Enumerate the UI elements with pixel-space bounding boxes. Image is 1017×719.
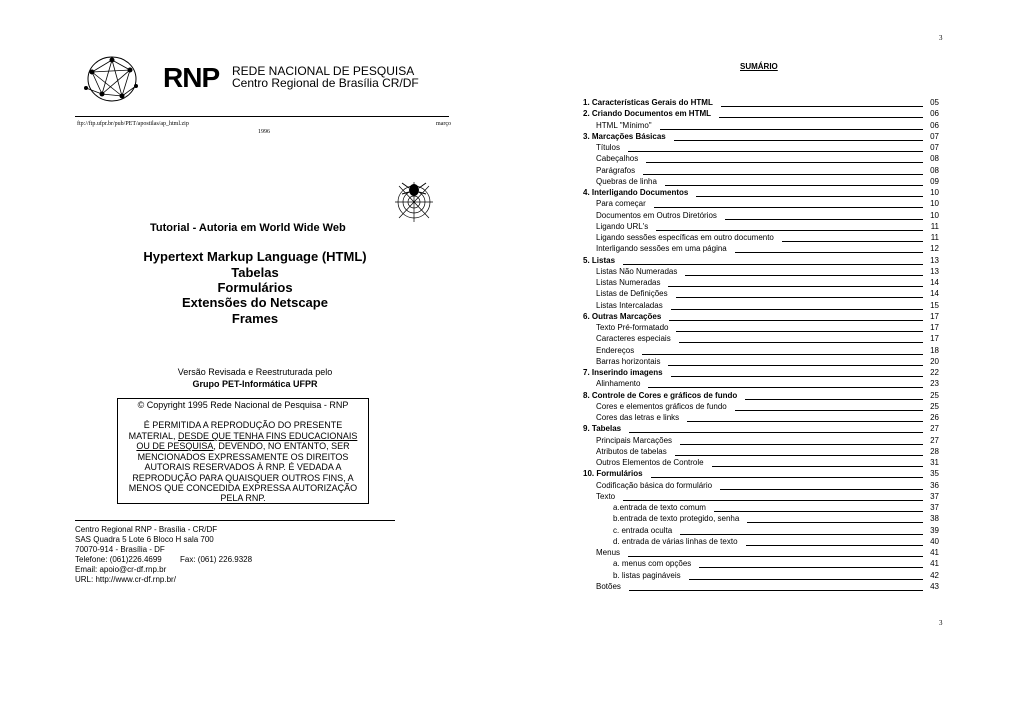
toc-entry[interactable]: [583, 221, 939, 232]
toc-entry-page: 06: [930, 120, 939, 130]
toc-entry-label: Listas Numeradas: [596, 278, 661, 287]
toc-entry-label: 4. Interligando Documentos: [583, 188, 689, 197]
toc-leader-line: [719, 117, 923, 118]
toc-leader-line: [676, 331, 923, 332]
contact-org: Centro Regional RNP - Brasília - CR/DF: [75, 525, 218, 534]
toc-entry-label: Parágrafos: [596, 165, 636, 175]
toc-entry-label: d. entrada de várias linhas de texto: [613, 536, 738, 546]
toc-entry[interactable]: [583, 525, 939, 536]
contact-cep: 70070-914 - Brasília - DF: [75, 545, 165, 554]
toc-entry-label: a.entrada de texto comum: [613, 503, 706, 512]
toc-entry[interactable]: [583, 558, 939, 569]
toc-leader-line: [623, 500, 923, 501]
toc-entry-page: 25: [930, 390, 939, 400]
toc-leader-line: [660, 129, 923, 130]
toc-entry-label: Para começar: [596, 199, 646, 209]
copyright-text: © Copyright 1995 Rede Nacional de Pesquisa - RNP: [137, 400, 349, 410]
toc-entry[interactable]: [583, 288, 939, 299]
toc-entry[interactable]: [583, 435, 939, 446]
toc-entry-label: HTML "Mínimo": [596, 120, 652, 130]
toc-entry[interactable]: [583, 446, 939, 457]
toc-entry[interactable]: [583, 232, 939, 243]
version-line: Versão Revisada e Reestruturada pelo: [177, 367, 333, 377]
toc-entry-label: Listas Não Numeradas: [596, 266, 678, 276]
toc-leader-line: [668, 365, 923, 366]
toc-entry[interactable]: [583, 412, 939, 423]
toc-entry-label: 5. Listas: [583, 255, 616, 265]
toc-leader-line: [628, 556, 923, 557]
toc-leader-line: [646, 162, 923, 163]
spider-web-icon: [393, 180, 435, 224]
toc-leader-line: [676, 297, 923, 298]
toc-leader-line: [685, 275, 923, 276]
toc-leader-line: [629, 590, 923, 591]
toc-leader-line: [699, 567, 923, 568]
toc-leader-line: [714, 511, 923, 512]
permission-line: MENOS QUE CONCEDIDA EXPRESSA AUTORIZAÇÃO: [128, 483, 358, 493]
month-label: março: [436, 121, 451, 127]
contact-phone: Telefone: (061)226.4699: [75, 555, 162, 564]
toc-entry-page: 38: [930, 514, 939, 524]
toc-entry-page: 41: [930, 559, 939, 569]
toc-leader-line: [643, 174, 923, 175]
toc-entry[interactable]: [583, 198, 939, 209]
toc-entry-page: 27: [930, 435, 939, 445]
toc-entry-page: 06: [930, 109, 939, 119]
toc-leader-line: [623, 264, 923, 265]
header-rule: [75, 116, 449, 117]
toc-entry-label: Codificação básica do formulário: [596, 480, 713, 490]
toc-entry-page: 11: [930, 221, 939, 231]
toc-entry-page: 15: [930, 300, 939, 310]
toc-leader-line: [654, 207, 923, 208]
toc-entry[interactable]: [583, 356, 939, 367]
toc-leader-line: [680, 534, 923, 535]
toc-entry-label: Quebras de linha: [596, 176, 657, 186]
toc-entry-label: 6. Outras Marcações: [583, 311, 662, 321]
toc-leader-line: [669, 320, 923, 321]
toc-entry-label: Interligando sessões em uma página: [596, 244, 727, 254]
toc-entry-label: Outros Elementos de Controle: [596, 458, 704, 467]
toc-leader-line: [680, 444, 923, 445]
toc-entry[interactable]: [583, 131, 939, 142]
toc-leader-line: [648, 387, 923, 388]
toc-entry-label: Botões: [596, 581, 621, 591]
toc-leader-line: [746, 545, 923, 546]
toc-entry-page: 13: [930, 255, 939, 265]
toc-entry[interactable]: [583, 243, 939, 254]
toc-entry-page: 14: [930, 278, 939, 287]
toc-entry[interactable]: [583, 390, 939, 401]
toc-entry-page: 14: [930, 289, 939, 299]
toc-entry-label: Cores e elementos gráficos de fundo: [596, 401, 727, 411]
toc-entry-label: b. listas pagináveis: [613, 570, 681, 580]
toc-leader-line: [668, 286, 923, 287]
toc-entry[interactable]: [583, 367, 939, 378]
toc-entry-page: 12: [930, 244, 939, 254]
toc-entry-page: 40: [930, 536, 939, 546]
toc-entry-page: 13: [930, 266, 939, 276]
toc-entry-label: Títulos: [596, 143, 621, 152]
toc-entry-page: 10: [930, 188, 939, 197]
tutorial-heading: Tutorial - Autoria em World Wide Web: [150, 222, 346, 234]
toc-entry-label: 3. Marcações Básicas: [583, 131, 666, 141]
toc-leader-line: [720, 489, 923, 490]
toc-entry-page: 10: [930, 199, 939, 209]
logo-line-1: REDE NACIONAL DE PESQUISA: [232, 64, 415, 78]
toc-entry[interactable]: [583, 120, 939, 131]
toc-entry-label: 7. Inserindo imagens: [583, 368, 663, 377]
toc-leader-line: [735, 410, 923, 411]
toc-leader-line: [656, 230, 923, 231]
toc-leader-line: [735, 252, 923, 253]
toc-entry-page: 05: [930, 98, 939, 107]
permission-line: OU DE PESQUISA, DEVENDO, NO ENTANTO, SER: [136, 441, 350, 451]
toc-leader-line: [747, 522, 923, 523]
toc-leader-line: [782, 241, 923, 242]
permission-line: REPRODUÇÃO PARA QUAISQUER OUTROS FINS, A: [132, 473, 354, 483]
toc-leader-line: [689, 579, 923, 580]
toc-entry[interactable]: [583, 255, 939, 266]
toc-entry[interactable]: [583, 457, 939, 468]
toc-entry[interactable]: [583, 480, 939, 491]
toc-entry-page: 41: [930, 548, 939, 557]
toc-entry-label: Texto: [596, 491, 616, 501]
contact-url[interactable]: URL: http://www.cr-df.rnp.br/: [75, 575, 176, 584]
page-number-top: 3: [939, 34, 943, 42]
toc-entry[interactable]: [583, 277, 939, 288]
toc-leader-line: [629, 432, 923, 433]
toc-entry-page: 31: [930, 458, 939, 467]
toc-entry[interactable]: [583, 581, 939, 592]
page-number-bottom: 3: [939, 619, 943, 627]
toc-entry-label: 9. Tabelas: [583, 424, 622, 434]
toc-entry-page: 07: [930, 143, 939, 152]
toc-leader-line: [671, 309, 923, 310]
toc-leader-line: [651, 477, 923, 478]
toc-entry-page: 39: [930, 525, 939, 535]
logo-line-2: Centro Regional de Brasília CR/DF: [232, 76, 419, 90]
toc-entry-label: a. menus com opções: [613, 559, 692, 569]
toc-entry-label: Ligando URL's: [596, 221, 649, 231]
toc-entry[interactable]: [583, 502, 939, 513]
toc-entry[interactable]: [583, 570, 939, 581]
permission-line: MENCIONADOS EXPRESSAMENTE OS DIREITOS: [137, 452, 349, 462]
toc-leader-line: [642, 354, 923, 355]
topic-tabelas: Tabelas: [231, 265, 279, 280]
toc-entry-page: 27: [930, 424, 939, 434]
toc-entry[interactable]: [583, 468, 939, 479]
toc-entry-page: 43: [930, 581, 939, 591]
toc-entry-page: 35: [930, 469, 939, 479]
contact-email: Email: apoio@cr-df.rnp.br: [75, 565, 167, 574]
toc-leader-line: [745, 399, 923, 400]
permission-line: É PERMITIDA A REPRODUÇÃO DO PRESENTE: [143, 420, 343, 430]
toc-entry[interactable]: [583, 536, 939, 547]
toc-entry-page: 10: [930, 210, 939, 220]
toc-leader-line: [674, 140, 923, 141]
toc-entry-label: Barras horizontais: [596, 356, 661, 366]
toc-entry[interactable]: [583, 345, 939, 356]
toc-leader-line: [675, 455, 923, 456]
toc-entry-label: c. entrada oculta: [613, 525, 673, 535]
toc-entry-page: 28: [930, 446, 939, 456]
contact-address: SAS Quadra 5 Lote 6 Bloco H sala 700: [75, 535, 214, 544]
toc-entry-page: 20: [930, 356, 939, 366]
toc-entry-page: 11: [930, 233, 939, 242]
toc-entry-page: 25: [930, 401, 939, 411]
toc-entry[interactable]: [583, 97, 939, 108]
permission-line: AUTORAIS RESERVADOS À RNP. É VEDADA A: [144, 462, 342, 472]
toc-entry[interactable]: [583, 401, 939, 412]
toc-entry-page: 17: [930, 323, 939, 332]
toc-entry-page: 17: [930, 334, 939, 344]
toc-entry[interactable]: [583, 176, 939, 187]
toc-entry[interactable]: [583, 547, 939, 558]
toc-leader-line: [687, 421, 923, 422]
toc-leader-line: [696, 196, 923, 197]
toc-entry-page: 37: [930, 491, 939, 501]
toc-entry-page: 42: [930, 570, 939, 580]
toc-entry[interactable]: [583, 108, 939, 119]
toc-entry-label: Cabeçalhos: [596, 154, 639, 164]
toc-leader-line: [712, 466, 923, 467]
toc-entry[interactable]: [583, 491, 939, 502]
toc-entry[interactable]: [583, 210, 939, 221]
toc-leader-line: [665, 185, 923, 186]
toc-entry-label: 2. Criando Documentos em HTML: [583, 109, 712, 119]
toc-entry[interactable]: [583, 165, 939, 176]
toc-leader-line: [679, 342, 923, 343]
toc-entry[interactable]: [583, 142, 939, 153]
rnp-network-logo: [82, 52, 142, 107]
ftp-path: ftp://ftp.ufpr.br/pub/PET/apostilas/ap_html.zip: [77, 121, 189, 127]
toc-entry-page: 09: [930, 176, 939, 186]
toc-entry-page: 23: [930, 379, 939, 389]
toc-entry-label: Cores das letras e links: [596, 413, 680, 422]
toc-entry-page: 37: [930, 503, 939, 512]
toc-entry[interactable]: [583, 187, 939, 198]
toc-entry-label: Menus: [596, 548, 621, 557]
toc-entry-page: 36: [930, 480, 939, 490]
toc-entry[interactable]: [583, 266, 939, 277]
permission-line: MATERIAL, DESDE QUE TENHA FINS EDUCACIONAIS: [128, 431, 358, 441]
toc-entry-label: Texto Pré-formatado: [596, 323, 669, 332]
toc-entry[interactable]: [583, 153, 939, 164]
toc-entry-label: Endereços: [596, 345, 635, 355]
toc-entry-label: Documentos em Outros Diretórios: [596, 210, 717, 220]
toc-entry-label: Principais Marcações: [596, 435, 673, 445]
toc-entry-label: Atributos de tabelas: [596, 446, 667, 456]
toc-entry-page: 17: [930, 311, 939, 321]
toc-entry-label: Alinhamento: [596, 379, 641, 389]
toc-entry-page: 22: [930, 368, 939, 377]
contact-fax: Fax: (061) 226.9328: [180, 555, 253, 564]
toc-entry-label: Ligando sessões específicas em outro documento: [596, 233, 774, 242]
toc-entry[interactable]: [583, 311, 939, 322]
permission-line: PELA RNP.: [220, 493, 266, 503]
toc-entry-page: 26: [930, 413, 939, 422]
topic-html: Hypertext Markup Language (HTML): [143, 249, 367, 264]
toc-entry-label: Listas de Definições: [596, 289, 668, 299]
toc-title: SUMÁRIO: [740, 62, 778, 71]
toc-entry-page: 08: [930, 165, 939, 175]
toc-leader-line: [671, 376, 923, 377]
toc-entry[interactable]: [583, 333, 939, 344]
toc-entry-label: b.entrada de texto protegido, senha: [613, 514, 740, 524]
toc-entry-label: 8. Controle de Cores e gráficos de fundo: [583, 390, 738, 400]
toc-leader-line: [725, 219, 923, 220]
toc-entry-label: 10. Formulários: [583, 469, 643, 479]
toc-entry-page: 07: [930, 131, 939, 141]
toc-entry[interactable]: [583, 322, 939, 333]
toc-leader-line: [628, 151, 923, 152]
toc-entry[interactable]: [583, 513, 939, 524]
group-line: Grupo PET-Informática UFPR: [192, 379, 318, 389]
footer-rule: [75, 520, 395, 521]
logo-acronym: RNP: [163, 62, 220, 93]
toc-leader-line: [721, 106, 923, 107]
toc-entry-page: 08: [930, 154, 939, 164]
toc-entry-label: Caracteres especiais: [596, 334, 671, 344]
toc-entry-page: 18: [930, 345, 939, 355]
topic-netscape: Extensões do Netscape: [182, 295, 328, 310]
year-label: 1996: [258, 129, 270, 135]
topic-formularios: Formulários: [217, 280, 293, 295]
toc-entry-label: Listas Intercaladas: [596, 300, 663, 310]
toc-entry[interactable]: [583, 378, 939, 389]
toc-entry[interactable]: [583, 423, 939, 434]
toc-entry-label: 1. Características Gerais do HTML: [583, 98, 713, 107]
toc-entry[interactable]: [583, 300, 939, 311]
topic-frames: Frames: [231, 311, 279, 326]
